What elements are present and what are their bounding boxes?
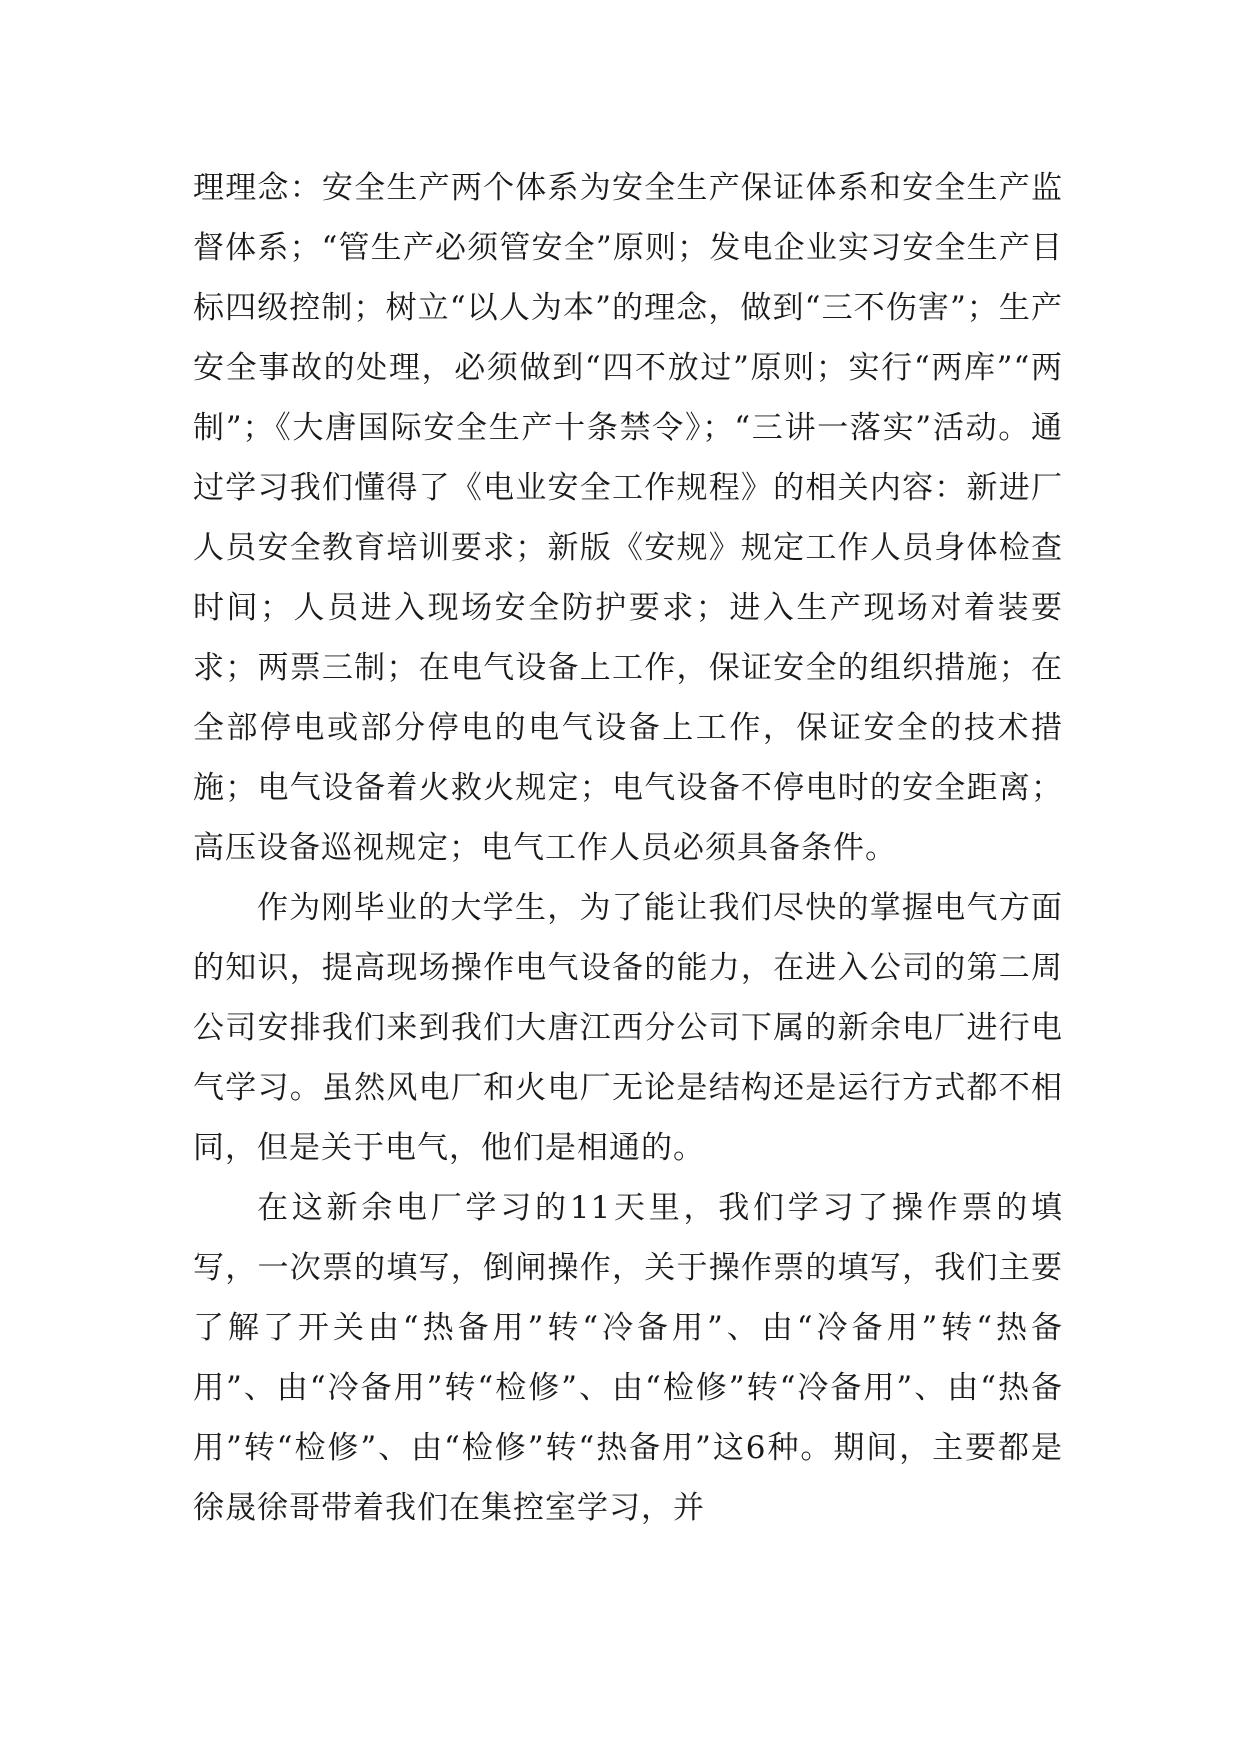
paragraph-1: 理理念：安全生产两个体系为安全生产保证体系和安全生产监督体系；“管生产必须管安全”原则；发电企业实习安全生产目标四级控制；树立“以人为本”的理念，做到“三不伤害”；生产安全事故的处理，必须做到“四不放过”原则；实行“两库”“两制”；《大唐国际安全生产十条禁令》；“三讲一落实”活动。通过学习我们懂得了《电业安全工作规程》的相关内容：新进厂人员安全教育培训要求；新版《安规》规定工作人员身体检查时间；人员进入现场安全防护要求；进入生产现场对着装要求；两票三制；在电气设备上工作，保证安全的组织措施；在全部停电或部分停电的电气设备上工作，保证安全的技术措施；电气设备着火救火规定；电气设备不停电时的安全距离；高压设备巡视规定；电气工作人员必须具备条件。 <box>193 170 1063 866</box>
paragraph-2: 作为刚毕业的大学生，为了能让我们尽快的掌握电气方面的知识，提高现场操作电气设备的能力，在进入公司的第二周公司安排我们来到我们大唐江西分公司下属的新余电厂进行电气学习。虽然风电厂和火电厂无论是结构还是运行方式都不相同，但是关于电气，他们是相通的。 <box>193 890 1063 1166</box>
body-text <box>193 158 1063 1538</box>
paragraph-3: 在这新余电厂学习的11天里，我们学习了操作票的填写，一次票的填写，倒闸操作，关于操作票的填写，我们主要了解了开关由“热备用”转“冷备用”、由“冷备用”转“热备用”、由“冷备用”转“检修”、由“检修”转“冷备用”、由“热备用”转“检修”、由“检修”转“热备用”这6种。期间，主要都是徐晟徐哥带着我们在集控室学习，并 <box>193 1190 1063 1526</box>
